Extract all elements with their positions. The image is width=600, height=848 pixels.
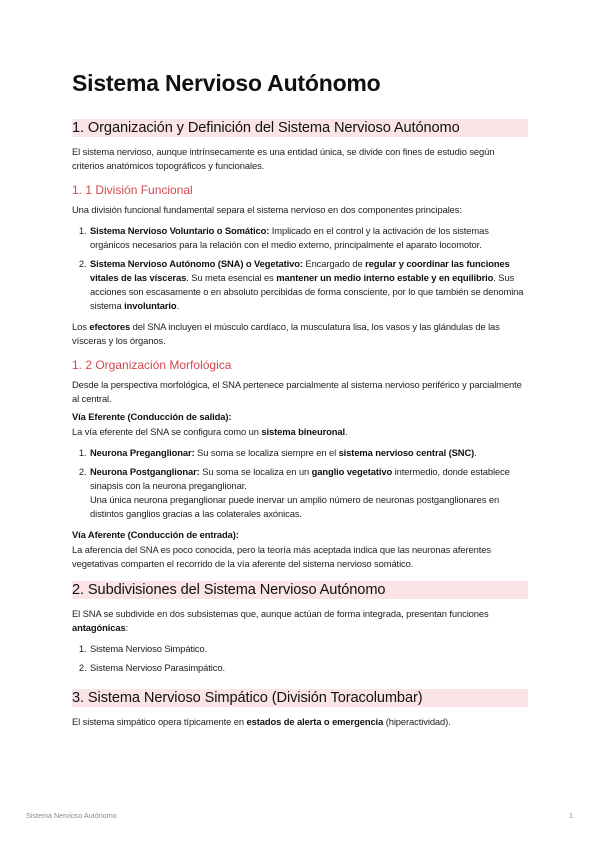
section-2	[72, 581, 528, 675]
footer-title: Sistema Nervioso Autónomo	[26, 811, 117, 820]
document-page	[72, 70, 528, 739]
subdivisions-list	[72, 642, 528, 675]
efferent-label: Vía Eferente (Conducción de salida):	[72, 411, 232, 422]
section-1	[72, 119, 528, 571]
subsection-1-2-intro: Desde la perspectiva morfológica, el SNA pertenece parcialmente al sistema nervioso periférico y parcialmente al central.	[72, 379, 522, 404]
list-item: 2. Neurona Postganglionar: Su soma se localiza en un ganglio vegetativo intermedio, donde establece sinapsis con la neurona preganglionar. Una única neurona preganglionar puede inervar un amplio número de neuronas postganglionares en distintos ganglios gracias a las colaterales axónicas.	[89, 465, 528, 521]
afferent-text: La aferencia del SNA es poco conocida, pero la teoría más aceptada indica que las neuronas aferentes vegetativas comparten el recorrido de la vía aferente del sistema nervioso somático.	[72, 544, 491, 569]
subsection-1-2-heading: 1. 2 Organización Morfológica	[72, 358, 232, 372]
list-item: 1. Neurona Preganglionar: Su soma se localiza siempre en el sistema nervioso central (SNC).	[89, 446, 528, 460]
subsection-1-1-heading: 1. 1 División Funcional	[72, 183, 193, 197]
afferent-label: Vía Aferente (Conducción de entrada):	[72, 529, 239, 540]
effectors-note: Los efectores del SNA incluyen el músculo cardíaco, la musculatura lisa, los vasos y las glándulas de las vísceras y los órganos.	[72, 321, 500, 346]
document-title: Sistema Nervioso Autónomo	[72, 70, 381, 96]
functional-division-list	[72, 224, 528, 313]
section-3-heading: 3. Sistema Nervioso Simpático (División Toracolumbar)	[72, 689, 528, 707]
list-item: 2. Sistema Nervioso Autónomo (SNA) o Vegetativo: Encargado de regular y coordinar las funciones vitales de las vísceras. Su meta esencial es mantener un medio interno estable y en equilibrio. Sus acciones son escasamente o en absoluto percibidas de forma consciente, por lo que también se denomina sistema involuntario.	[89, 257, 528, 313]
section-3	[72, 689, 528, 729]
list-item: 2. Sistema Nervioso Parasimpático.	[89, 661, 528, 675]
section-1-heading: 1. Organización y Definición del Sistema Nervioso Autónomo	[72, 119, 528, 137]
list-item: 1. Sistema Nervioso Simpático.	[89, 642, 528, 656]
efferent-text: La vía eferente del SNA se configura como un sistema bineuronal.	[72, 426, 348, 437]
section-1-intro: El sistema nervioso, aunque intrínsecamente es una entidad única, se divide con fines de estudio según criterios anatómicos topográficos y funcionales.	[72, 146, 495, 171]
efferent-neuron-list	[72, 446, 528, 521]
subsection-1-1-intro: Una división funcional fundamental separa el sistema nervioso en dos componentes principales:	[72, 204, 462, 215]
list-item: 1. Sistema Nervioso Voluntario o Somático: Implicado en el control y la activación de los sistemas orgánicos necesarios para la relación con el medio externo, principalmente el aparato locomotor.	[89, 224, 528, 252]
section-2-intro: El SNA se subdivide en dos subsistemas que, aunque actúan de forma integrada, presentan funciones antagónicas:	[72, 608, 489, 633]
section-3-intro: El sistema simpático opera típicamente en estados de alerta o emergencia (hiperactividad).	[72, 716, 451, 727]
page-number: 1	[569, 811, 573, 820]
section-2-heading: 2. Subdivisiones del Sistema Nervioso Autónomo	[72, 581, 528, 599]
